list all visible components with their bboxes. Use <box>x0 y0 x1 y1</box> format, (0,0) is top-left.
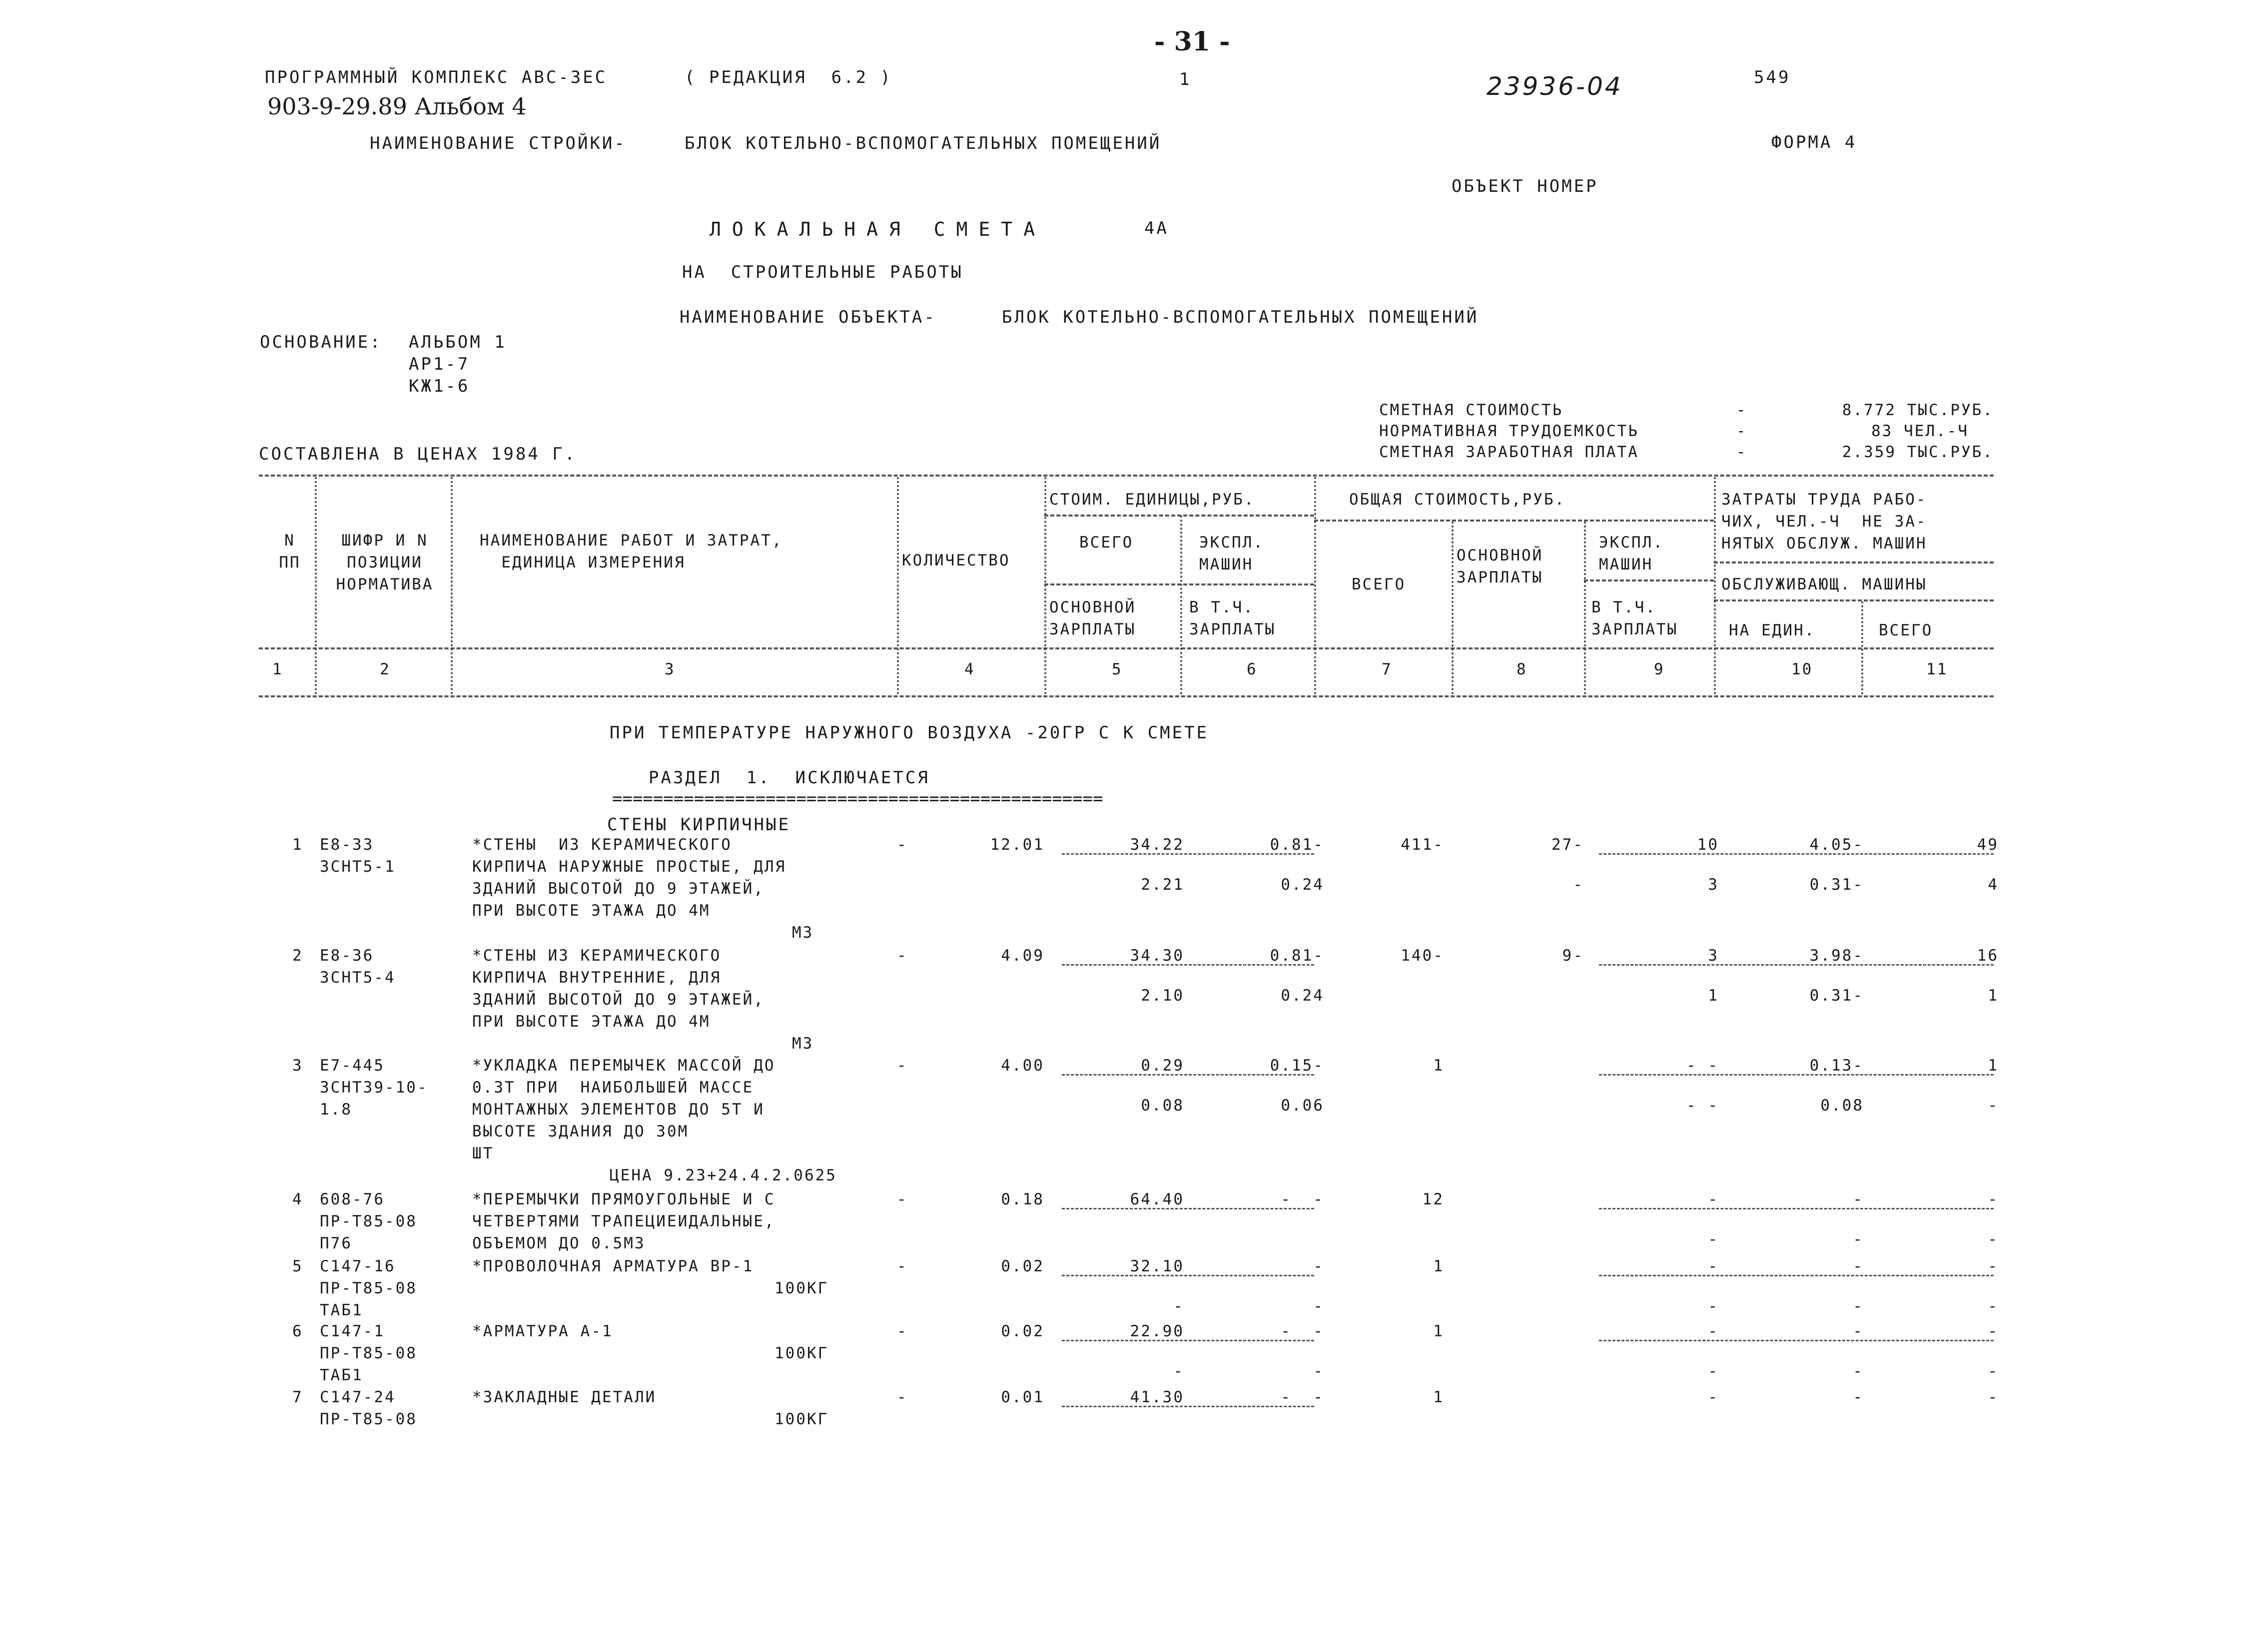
wage-total-value: 2.359 ТЫС.РУБ. <box>1842 443 1994 461</box>
row-number: 3 <box>292 1057 303 1075</box>
row-description: ЗДАНИЙ ВЫСОТОЙ ДО 9 ЭТАЖЕЙ, <box>472 880 764 898</box>
labor-intensity-sep: - <box>1736 422 1747 440</box>
object-number: ОБЪЕКТ НОМЕР <box>1452 176 1598 196</box>
row-code: ЗСНТ5-1 <box>320 858 396 876</box>
row-description: ЧЕТВЕРТЯМИ ТРАПЕЦИЕИДАЛЬНЫЕ, <box>472 1212 775 1230</box>
page-number: - 31 - <box>1154 26 1230 57</box>
row-labor-service-unit: 0.31- <box>1809 987 1864 1005</box>
row-quantity: 12.01 <box>990 836 1044 854</box>
row-subrule <box>1599 853 1994 855</box>
handwritten-code: 23936-04 <box>1487 72 1623 101</box>
row-description: ШТ <box>472 1144 494 1162</box>
total-cost-value: 8.772 ТЫС.РУБ. <box>1842 401 1994 419</box>
row-description: КИРПИЧА ВНУТРЕННИЕ, ДЛЯ <box>472 969 722 987</box>
row-description: МОНТАЖНЫХ ЭЛЕМЕНТОВ ДО 5Т И <box>472 1101 764 1118</box>
header-unit-machines: ЭКСПЛ. МАШИН <box>1199 534 1264 573</box>
row-total-incl-wage: - <box>1708 1297 1719 1315</box>
row-labor-service-unit: - <box>1853 1297 1864 1315</box>
row-labor-unit: 4.05- <box>1809 836 1864 854</box>
row-subrule <box>1062 1208 1314 1209</box>
total-cost-label: СМЕТНАЯ СТОИМОСТЬ <box>1379 401 1563 419</box>
header-labor-unit: НА ЕДИН. <box>1729 621 1816 639</box>
row-labor-service-unit: - <box>1853 1230 1864 1248</box>
section-rule: ================================================ <box>612 789 1103 809</box>
header-bottom-rule <box>259 647 1994 649</box>
row-total-machines: - - <box>1686 1057 1719 1075</box>
header-labor-total: ВСЕГО <box>1879 621 1933 639</box>
row-unit-cost-total: 0.29 <box>1141 1057 1184 1075</box>
row-subrule <box>1599 1340 1994 1341</box>
row-unit-incl-wage: 0.24 <box>1281 876 1324 894</box>
header-total-machines: ЭКСПЛ. МАШИН <box>1599 534 1664 573</box>
header-unit-incl-wage: В Т.Ч. ЗАРПЛАТЫ <box>1189 598 1276 638</box>
row-description: ПРИ ВЫСОТЕ ЭТАЖА ДО 4М <box>472 1013 711 1031</box>
row-labor-total: 1 <box>1988 1057 1999 1075</box>
basis-line-3: КЖ1-6 <box>409 376 470 396</box>
row-labor-service-total: - <box>1988 1297 1999 1315</box>
row-subrule <box>1062 1406 1314 1407</box>
row-unit-cost-machines: - <box>1313 1257 1324 1275</box>
row-total-wage-sub: - <box>1573 876 1584 894</box>
col-sep-3 <box>897 477 899 694</box>
row-labor-service-total: - <box>1988 1097 1999 1114</box>
header-labor-service: ОБСЛУЖИВАЮЩ. МАШИНЫ <box>1721 575 1927 593</box>
object-label: НАИМЕНОВАНИЕ ОБЪЕКТА- <box>680 307 936 327</box>
row-description: *УКЛАДКА ПЕРЕМЫЧЕК МАССОЙ ДО <box>472 1057 775 1075</box>
row-labor-total: - <box>1988 1322 1999 1340</box>
header-col-1: N ПП <box>279 532 301 571</box>
labor-intensity-label: НОРМАТИВНАЯ ТРУДОЕМКОСТЬ <box>1379 422 1639 440</box>
total-cost-sep: - <box>1736 401 1747 419</box>
row-subrule <box>1062 1340 1314 1341</box>
col-sep-9 <box>1714 477 1716 694</box>
header-total-base-wage: ОСНОВНОЙ ЗАРПЛАТЫ <box>1457 547 1543 586</box>
col-sep-2 <box>451 477 453 694</box>
row-labor-service-total: - <box>1988 1362 1999 1380</box>
col-number-7: 7 <box>1382 660 1393 678</box>
row-subrule <box>1599 964 1994 966</box>
row-unit-cost-total: 32.10 <box>1130 1257 1184 1275</box>
row-unit-base-wage: - <box>1173 1297 1184 1315</box>
row-unit-incl-wage: 0.24 <box>1281 987 1324 1005</box>
header-total-total: ВСЕГО <box>1352 575 1406 593</box>
row-unit-cost-total: 64.40 <box>1130 1190 1184 1208</box>
basis-line-2: АР1-7 <box>409 354 470 374</box>
row-description: 100КГ <box>774 1344 829 1362</box>
row-mark: - <box>897 1190 908 1208</box>
unit-cost-rule-2 <box>1044 583 1314 585</box>
col-sep-7 <box>1452 522 1454 694</box>
form-label: ФОРМА 4 <box>1771 132 1857 152</box>
col-number-3: 3 <box>665 660 676 678</box>
row-unit-cost-total: 34.30 <box>1130 947 1184 965</box>
row-number: 6 <box>292 1322 303 1340</box>
row-code: С147-24 <box>320 1388 396 1406</box>
row-total-machines: - <box>1708 1257 1719 1275</box>
row-total-incl-wage: 3 <box>1708 876 1719 894</box>
row-mark: - <box>897 1257 908 1275</box>
labor-intensity-value: 83 ЧЕЛ.-Ч <box>1871 422 1969 440</box>
row-total-cost: 1 <box>1433 1257 1444 1275</box>
row-labor-total: 49 <box>1977 836 1999 854</box>
compiled-prices: СОСТАВЛЕНА В ЦЕНАХ 1984 Г. <box>259 444 577 464</box>
col-sep-5 <box>1180 516 1182 694</box>
album-code: 903-9-29.89 Альбом 4 <box>267 93 527 120</box>
row-number: 4 <box>292 1190 303 1208</box>
row-labor-unit: 0.13- <box>1809 1057 1864 1075</box>
row-code: ПР-Т85-08 <box>320 1344 417 1362</box>
row-description: КИРПИЧА НАРУЖНЫЕ ПРОСТЫЕ, ДЛЯ <box>472 858 786 876</box>
row-code: П76 <box>320 1234 352 1252</box>
row-number: 7 <box>292 1388 303 1406</box>
header-unit-cost: СТОИМ. ЕДИНИЦЫ,РУБ. <box>1049 491 1255 509</box>
total-cost-rule-2 <box>1584 579 1714 581</box>
row-description: *СТЕНЫ ИЗ КЕРАМИЧЕСКОГО <box>472 836 732 854</box>
row-description: *ПРОВОЛОЧНАЯ АРМАТУРА ВР-1 <box>472 1257 754 1275</box>
row-description: М3 <box>792 1035 814 1053</box>
col-number-2: 2 <box>380 660 391 678</box>
col-number-11: 11 <box>1926 660 1948 678</box>
estimate-title: ЛОКАЛЬНАЯ СМЕТА <box>710 218 1046 240</box>
row-code: ПР-Т85-08 <box>320 1212 417 1230</box>
row-total-machines: - <box>1708 1388 1719 1406</box>
row-total-incl-wage: 1 <box>1708 987 1719 1005</box>
row-unit-incl-wage: - <box>1313 1362 1324 1380</box>
object-name: БЛОК КОТЕЛЬНО-ВСПОМОГАТЕЛЬНЫХ ПОМЕЩЕНИЙ <box>1002 307 1479 327</box>
row-description: М3 <box>792 924 814 942</box>
row-unit-base-wage: - <box>1173 1362 1184 1380</box>
row-labor-total: - <box>1988 1190 1999 1208</box>
col-sep-8 <box>1584 522 1586 694</box>
row-code: Е8-36 <box>320 947 374 965</box>
wage-total-label: СМЕТНАЯ ЗАРАБОТНАЯ ПЛАТА <box>1379 443 1639 461</box>
row-description: ЗДАНИЙ ВЫСОТОЙ ДО 9 ЭТАЖЕЙ, <box>472 991 764 1009</box>
header-unit-base-wage: ОСНОВНОЙ ЗАРПЛАТЫ <box>1049 598 1136 638</box>
row-code: С147-1 <box>320 1322 385 1340</box>
header-total-incl-wage: В Т.Ч. ЗАРПЛАТЫ <box>1591 598 1678 638</box>
row-code: ТАБ1 <box>320 1366 363 1384</box>
row-code: 608-76 <box>320 1190 385 1208</box>
col-number-10: 10 <box>1791 660 1813 678</box>
row-quantity: 4.09 <box>1001 947 1044 965</box>
building-label: НАИМЕНОВАНИЕ СТРОЙКИ- <box>370 133 627 153</box>
row-total-machines: - <box>1708 1322 1719 1340</box>
row-total-machines: 10 <box>1697 836 1719 854</box>
row-subrule <box>1062 1275 1314 1276</box>
row-unit-cost-machines: - - <box>1281 1190 1324 1208</box>
col-number-1: 1 <box>272 660 283 678</box>
row-unit-cost-total: 22.90 <box>1130 1322 1184 1340</box>
estimate-number: 4А <box>1144 218 1169 238</box>
header-total-cost: ОБЩАЯ СТОИМОСТЬ,РУБ. <box>1349 491 1566 509</box>
row-subrule <box>1062 964 1314 966</box>
row-code: С147-16 <box>320 1257 396 1275</box>
row-labor-unit: - <box>1853 1257 1864 1275</box>
row-number: 2 <box>292 947 303 965</box>
row-quantity: 0.18 <box>1001 1190 1044 1208</box>
row-labor-unit: 3.98- <box>1809 947 1864 965</box>
page-ref-number: 549 <box>1754 67 1791 87</box>
row-total-machines: - <box>1708 1190 1719 1208</box>
labor-rule-1 <box>1714 561 1994 563</box>
row-total-incl-wage: - <box>1708 1230 1719 1248</box>
row-code: ПР-Т85-08 <box>320 1279 417 1297</box>
row-quantity: 0.02 <box>1001 1322 1044 1340</box>
row-code: ЗСНТ5-4 <box>320 969 396 987</box>
row-total-cost: 1 <box>1433 1388 1444 1406</box>
row-mark: - <box>897 947 908 965</box>
header-top-rule <box>259 475 1994 477</box>
row-total-incl-wage: - <box>1708 1362 1719 1380</box>
row-labor-unit: - <box>1853 1388 1864 1406</box>
col-number-5: 5 <box>1112 660 1123 678</box>
labor-rule-2 <box>1714 599 1994 601</box>
row-mark: - <box>897 836 908 854</box>
row-unit-base-wage: 2.21 <box>1141 876 1184 894</box>
header-labor: ЗАТРАТЫ ТРУДА РАБО- ЧИХ, ЧЕЛ.-Ч НЕ ЗА- НЯТЫХ ОБСЛУЖ. МАШИН <box>1721 491 1927 552</box>
row-description: *ЗАКЛАДНЫЕ ДЕТАЛИ <box>472 1388 657 1406</box>
row-total-machines: 3 <box>1708 947 1719 965</box>
row-description: 0.3Т ПРИ НАИБОЛЬШЕЙ МАССЕ <box>472 1079 754 1097</box>
row-labor-service-unit: 0.08 <box>1820 1097 1864 1114</box>
row-labor-service-total: 4 <box>1988 876 1999 894</box>
row-code: Е8-33 <box>320 836 374 854</box>
row-labor-service-total: - <box>1988 1230 1999 1248</box>
row-total-base-wage: 9- <box>1562 947 1584 965</box>
row-total-base-wage: 27- <box>1551 836 1584 854</box>
row-labor-total: - <box>1988 1388 1999 1406</box>
header-unit-total: ВСЕГО <box>1079 534 1134 551</box>
col-number-6: 6 <box>1247 660 1258 678</box>
row-description: *ПЕРЕМЫЧКИ ПРЯМОУГОЛЬНЫЕ И С <box>472 1190 775 1208</box>
row-code: ПР-Т85-08 <box>320 1410 417 1428</box>
row-description: ОБЪЕМОМ ДО 0.5М3 <box>472 1234 646 1252</box>
header-col-2: ШИФР И N ПОЗИЦИИ НОРМАТИВА <box>336 532 434 593</box>
row-code: 1.8 <box>320 1101 352 1118</box>
row-labor-unit: - <box>1853 1322 1864 1340</box>
basis-label: ОСНОВАНИЕ: <box>260 332 382 352</box>
row-quantity: 0.01 <box>1001 1388 1044 1406</box>
group-title: СТЕНЫ КИРПИЧНЫЕ <box>607 815 791 835</box>
row-labor-unit: - <box>1853 1190 1864 1208</box>
row-total-cost: 12 <box>1422 1190 1444 1208</box>
row-unit-cost-machines: 0.81- <box>1270 947 1324 965</box>
basis-line-1: АЛЬБОМ 1 <box>409 332 507 352</box>
row-description: ВЫСОТЕ ЗДАНИЯ ДО 30М <box>472 1122 689 1140</box>
col-number-8: 8 <box>1516 660 1527 678</box>
row-mark: - <box>897 1322 908 1340</box>
total-cost-rule-1 <box>1314 520 1714 522</box>
edition: ( РЕДАКЦИЯ 6.2 ) <box>685 67 892 87</box>
row-quantity: 0.02 <box>1001 1257 1044 1275</box>
col-number-4: 4 <box>964 660 975 678</box>
col-sep-10 <box>1861 601 1863 694</box>
wage-total-sep: - <box>1736 443 1747 461</box>
row-code: Е7-445 <box>320 1057 385 1075</box>
sheet-number: 1 <box>1179 69 1192 89</box>
temperature-condition: ПРИ ТЕМПЕРАТУРЕ НАРУЖНОГО ВОЗДУХА -20ГР С К СМЕТЕ <box>610 723 1209 743</box>
program-name: ПРОГРАММНЫЙ КОМПЛЕКС АВС-3ЕС <box>265 67 608 87</box>
row-unit-cost-total: 41.30 <box>1130 1388 1184 1406</box>
row-subrule <box>1599 1208 1994 1209</box>
row-code: ТАБ1 <box>320 1301 363 1319</box>
row-subrule <box>1062 853 1314 855</box>
section-title: РАЗДЕЛ 1. ИСКЛЮЧАЕТСЯ <box>649 768 930 788</box>
row-description: *АРМАТУРА А-1 <box>472 1322 613 1340</box>
row-labor-service-unit: 0.31- <box>1809 876 1864 894</box>
unit-cost-rule-1 <box>1044 515 1314 517</box>
row-unit-base-wage: 0.08 <box>1141 1097 1184 1114</box>
row-description: 100КГ <box>774 1279 829 1297</box>
row-labor-service-unit: - <box>1853 1362 1864 1380</box>
col-number-9: 9 <box>1654 660 1665 678</box>
col-sep-1 <box>315 477 317 694</box>
col-sep-6 <box>1314 477 1316 694</box>
row-unit-incl-wage: - <box>1313 1297 1324 1315</box>
row-labor-service-total: 1 <box>1988 987 1999 1005</box>
row-number: 1 <box>292 836 303 854</box>
header-col-4: КОЛИЧЕСТВО <box>902 551 1010 569</box>
row-total-cost: 1 <box>1433 1322 1444 1340</box>
row-description: 100КГ <box>774 1410 829 1428</box>
col-sep-4 <box>1044 477 1046 694</box>
row-description: ЦЕНА 9.23+24.4.2.0625 <box>610 1166 837 1184</box>
row-quantity: 4.00 <box>1001 1057 1044 1075</box>
row-description: ПРИ ВЫСОТЕ ЭТАЖА ДО 4М <box>472 902 711 920</box>
header-col-3: НАИМЕНОВАНИЕ РАБОТ И ЗАТРАТ, ЕДИНИЦА ИЗМЕРЕНИЯ <box>480 532 783 571</box>
building-name: БЛОК КОТЕЛЬНО-ВСПОМОГАТЕЛЬНЫХ ПОМЕЩЕНИЙ <box>685 133 1162 153</box>
row-unit-incl-wage: 0.06 <box>1281 1097 1324 1114</box>
row-unit-cost-machines: - - <box>1281 1388 1324 1406</box>
row-total-cost: 140- <box>1401 947 1444 965</box>
row-description: *СТЕНЫ ИЗ КЕРАМИЧЕСКОГО <box>472 947 722 965</box>
row-total-cost: 1 <box>1433 1057 1444 1075</box>
row-unit-cost-machines: - - <box>1281 1322 1324 1340</box>
row-number: 5 <box>292 1257 303 1275</box>
row-total-cost: 411- <box>1401 836 1444 854</box>
row-mark: - <box>897 1388 908 1406</box>
row-unit-cost-total: 34.22 <box>1130 836 1184 854</box>
row-total-incl-wage: - - <box>1686 1097 1719 1114</box>
row-mark: - <box>897 1057 908 1075</box>
row-code: ЗСНТ39-10- <box>320 1079 428 1097</box>
row-labor-total: 16 <box>1977 947 1999 965</box>
estimate-subtitle: НА СТРОИТЕЛЬНЫЕ РАБОТЫ <box>682 262 963 282</box>
row-labor-total: - <box>1988 1257 1999 1275</box>
row-unit-cost-machines: 0.81- <box>1270 836 1324 854</box>
row-subrule <box>1062 1074 1314 1076</box>
row-subrule <box>1599 1275 1994 1276</box>
numbers-bottom-rule <box>259 695 1994 697</box>
row-unit-base-wage: 2.10 <box>1141 987 1184 1005</box>
row-unit-cost-machines: 0.15- <box>1270 1057 1324 1075</box>
row-subrule <box>1599 1074 1994 1076</box>
